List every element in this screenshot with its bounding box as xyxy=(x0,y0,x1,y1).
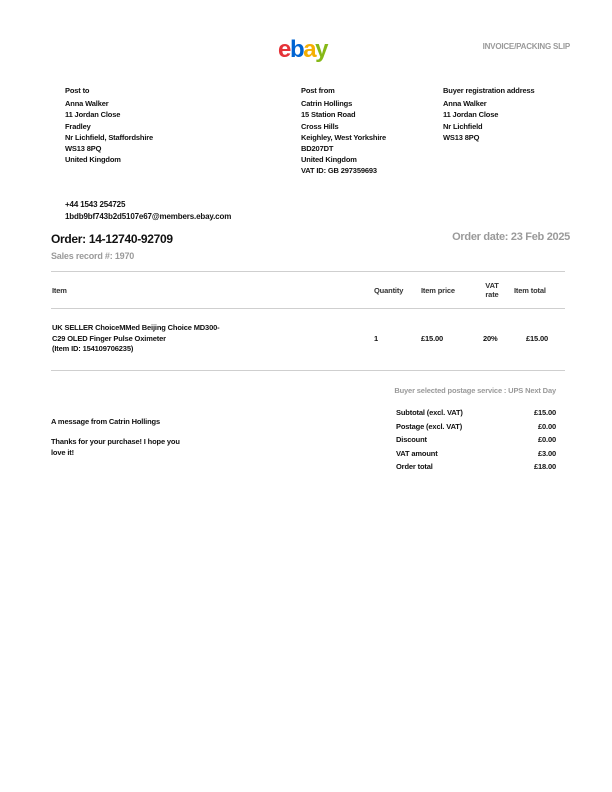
postage-row xyxy=(396,420,556,434)
vat-amount-label: VAT amount xyxy=(396,448,438,458)
order-total-value: £18.00 xyxy=(533,462,556,471)
buyer-contact xyxy=(65,199,231,222)
address-line: WS13 8PQ xyxy=(443,132,480,142)
post-to-address xyxy=(65,85,153,165)
vat-id: VAT ID: GB 297359693 xyxy=(301,166,377,176)
seller-message-body: Thanks for your purchase! I hope you love it! xyxy=(51,437,180,457)
logo-letter-b: b xyxy=(289,36,304,63)
address-line: Nr Lichfield xyxy=(443,121,483,131)
address-line: Catrin Hollings xyxy=(301,99,353,109)
item-price: £15.00 xyxy=(421,334,444,343)
address-line: 11 Jordan Close xyxy=(443,110,499,120)
sales-record: Sales record #: 1970 xyxy=(51,251,135,261)
address-line: Cross Hills xyxy=(301,121,339,131)
header-item-total: Item total xyxy=(514,286,546,295)
discount-row xyxy=(396,433,556,447)
address-line: BD207DT xyxy=(301,144,334,154)
address-line: Keighley, West Yorkshire xyxy=(301,132,387,142)
post-to-title: Post to xyxy=(65,86,90,95)
buyer-registration-address xyxy=(443,85,535,143)
seller-message-title: A message from Catrin Hollings xyxy=(51,417,160,426)
address-line: Anna Walker xyxy=(65,99,109,109)
vat-amount-row xyxy=(396,447,556,461)
order-date: Order date: 23 Feb 2025 xyxy=(452,231,570,243)
post-from-title: Post from xyxy=(301,86,335,95)
postage-service: Buyer selected postage service : UPS Next Day xyxy=(394,386,556,395)
vat-amount-value: £3.00 xyxy=(537,448,556,458)
postage-label: Postage (excl. VAT) xyxy=(396,421,463,431)
header-vat-rate xyxy=(481,281,503,299)
buyer-registration-title: Buyer registration address xyxy=(443,86,535,95)
discount-label: Discount xyxy=(396,435,427,444)
address-line: United Kingdom xyxy=(65,155,121,165)
address-line: Fradley xyxy=(65,121,91,131)
item-quantity: 1 xyxy=(374,334,379,343)
order-total-label: Order total xyxy=(396,462,433,471)
item-vat-rate: 20% xyxy=(483,334,498,343)
subtotal-row xyxy=(396,406,556,420)
address-line: 11 Jordan Close xyxy=(65,110,121,120)
subtotal-label: Subtotal (excl. VAT) xyxy=(396,408,463,417)
address-line: Nr Lichfield, Staffordshire xyxy=(65,132,154,142)
table-header-divider xyxy=(51,308,565,309)
header-vat-line: rate xyxy=(485,290,499,299)
buyer-phone: +44 1543 254725 xyxy=(65,200,126,209)
address-line: WS13 8PQ xyxy=(65,144,102,154)
logo-letter-y: y xyxy=(315,36,328,63)
item-description-line: UK SELLER ChoiceMMed Beijing Choice MD300- xyxy=(52,323,220,332)
post-from-address xyxy=(301,85,386,177)
item-id: (Item ID: 154109706235) xyxy=(52,344,134,353)
item-description-line: C29 OLED Finger Pulse Oximeter xyxy=(52,333,166,343)
address-line: 15 Station Road xyxy=(301,110,356,120)
header-vat-line: VAT xyxy=(485,281,499,290)
table-bottom-divider xyxy=(51,370,565,371)
order-total-row xyxy=(396,460,556,474)
order-number: Order: 14-12740-92709 xyxy=(51,232,173,246)
document-type: INVOICE/PACKING SLIP xyxy=(482,42,570,51)
header-item: Item xyxy=(52,286,67,295)
item-total: £15.00 xyxy=(526,334,549,343)
logo-letter-e: e xyxy=(278,36,290,63)
buyer-email: 1bdb9bf743b2d5107e67@members.ebay.com xyxy=(65,211,232,221)
address-line: United Kingdom xyxy=(301,155,357,165)
logo-letter-a: a xyxy=(303,36,316,63)
header-item-price: Item price xyxy=(421,286,455,295)
item-description xyxy=(52,323,267,355)
order-totals xyxy=(396,406,556,474)
address-line: Anna Walker xyxy=(443,99,487,109)
subtotal-value: £15.00 xyxy=(533,408,556,417)
postage-value: £0.00 xyxy=(537,421,556,431)
table-top-divider xyxy=(51,271,565,272)
ebay-logo xyxy=(278,38,327,62)
discount-value: £0.00 xyxy=(537,435,556,444)
header-quantity: Quantity xyxy=(374,286,404,295)
